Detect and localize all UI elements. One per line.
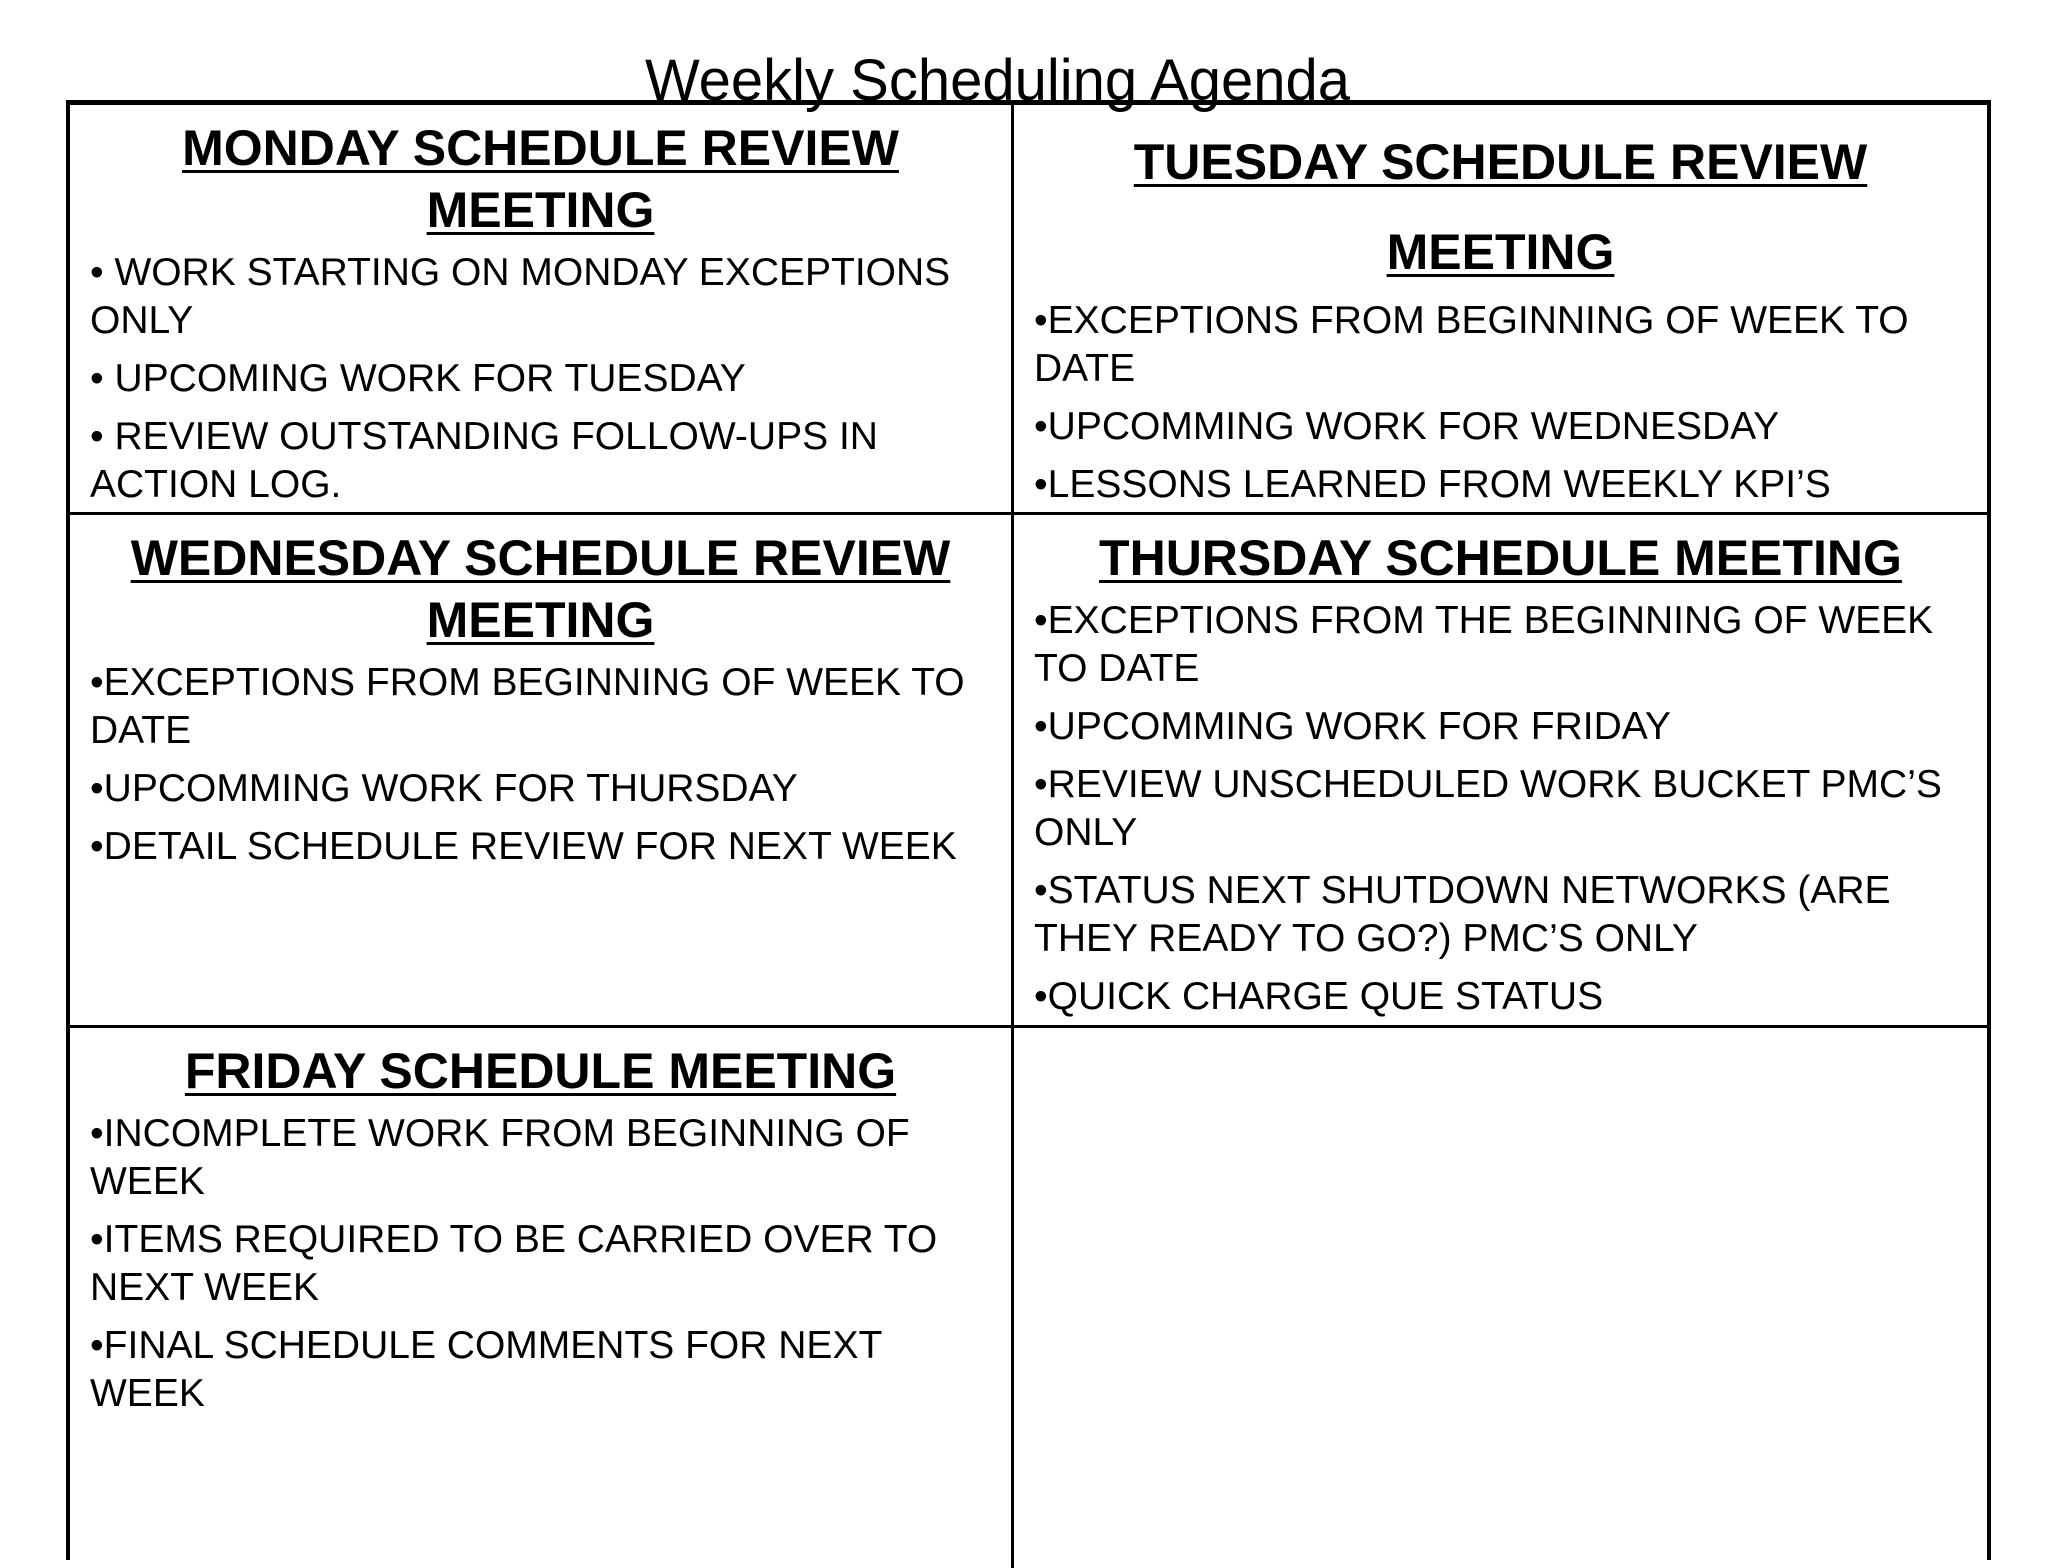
list-item: •UPCOMMING WORK FOR THURSDAY [90,767,798,810]
bullet-icon: • [90,251,104,294]
list-item: •EXCEPTIONS FROM THE BEGINNING OF WEEK TO DATE [1034,599,1934,690]
empty-cell [1011,1028,1987,1568]
list-item: •EXCEPTIONS FROM BEGINNING OF WEEK TO DATE [1034,299,1909,390]
wednesday-meeting-items [90,659,991,871]
bullet-icon: • [90,1112,104,1155]
bullet-icon: • [90,825,104,868]
monday-meeting-items [90,249,991,509]
list-item: •UPCOMMING WORK FOR WEDNESDAY [1034,405,1780,448]
monday-meeting-cell [70,105,1011,515]
page-title: Weekly Scheduling Agenda [644,48,1351,113]
tuesday-meeting-cell [1011,105,1987,515]
bullet-icon: • [1034,463,1048,506]
thursday-meeting-cell [1011,515,1987,1028]
bullet-icon: • [1034,763,1048,806]
bullet-icon: • [1034,299,1048,342]
monday-meeting-title: MONDAY SCHEDULE REVIEW MEETING [182,120,899,238]
list-item: •FINAL SCHEDULE COMMENTS FOR NEXT WEEK [90,1324,882,1415]
bullet-icon: • [90,357,104,400]
list-item: •ITEMS REQUIRED TO BE CARRIED OVER TO NEXT WEEK [90,1218,938,1309]
friday-meeting-cell [70,1028,1011,1568]
tuesday-meeting-items [1034,297,1967,509]
list-item: •STATUS NEXT SHUTDOWN NETWORKS (ARE THEY READY TO GO?) PMC’S ONLY [1034,869,1891,960]
bullet-icon: • [90,1218,104,1261]
list-item: • UPCOMING WORK FOR TUESDAY [90,357,746,400]
tuesday-meeting-title: TUESDAY SCHEDULE REVIEW MEETING [1133,134,1868,280]
list-item: • WORK STARTING ON MONDAY EXCEPTIONS ONLY [90,251,951,342]
list-item: •QUICK CHARGE QUE STATUS [1034,975,1604,1018]
list-item: •LESSONS LEARNED FROM WEEKLY KPI’S [1034,463,1831,506]
bullet-icon: • [1034,405,1048,448]
bullet-icon: • [1034,705,1048,748]
list-item: •INCOMPLETE WORK FROM BEGINNING OF WEEK [90,1112,910,1203]
thursday-meeting-title: THURSDAY SCHEDULE MEETING [1099,530,1902,586]
wednesday-meeting-title: WEDNESDAY SCHEDULE REVIEW MEETING [130,530,951,648]
list-item: •EXCEPTIONS FROM BEGINNING OF WEEK TO DATE [90,661,965,752]
bullet-icon: • [90,767,104,810]
bullet-icon: • [1034,599,1048,642]
bullet-icon: • [90,1324,104,1367]
friday-meeting-title: FRIDAY SCHEDULE MEETING [184,1043,897,1099]
list-item: •REVIEW UNSCHEDULED WORK BUCKET PMC’S ONLY [1034,763,1942,854]
list-item: •DETAIL SCHEDULE REVIEW FOR NEXT WEEK [90,825,957,868]
list-item: •UPCOMMING WORK FOR FRIDAY [1034,705,1671,748]
bullet-icon: • [1034,869,1048,912]
list-item: • REVIEW OUTSTANDING FOLLOW-UPS IN ACTION LOG. [90,415,878,506]
bullet-icon: • [90,661,104,704]
bullet-icon: • [1034,975,1048,1018]
friday-meeting-items [90,1110,991,1418]
bullet-icon: • [90,415,104,458]
wednesday-meeting-cell [70,515,1011,1028]
thursday-meeting-items [1034,597,1967,1021]
agenda-table [66,100,1991,1560]
